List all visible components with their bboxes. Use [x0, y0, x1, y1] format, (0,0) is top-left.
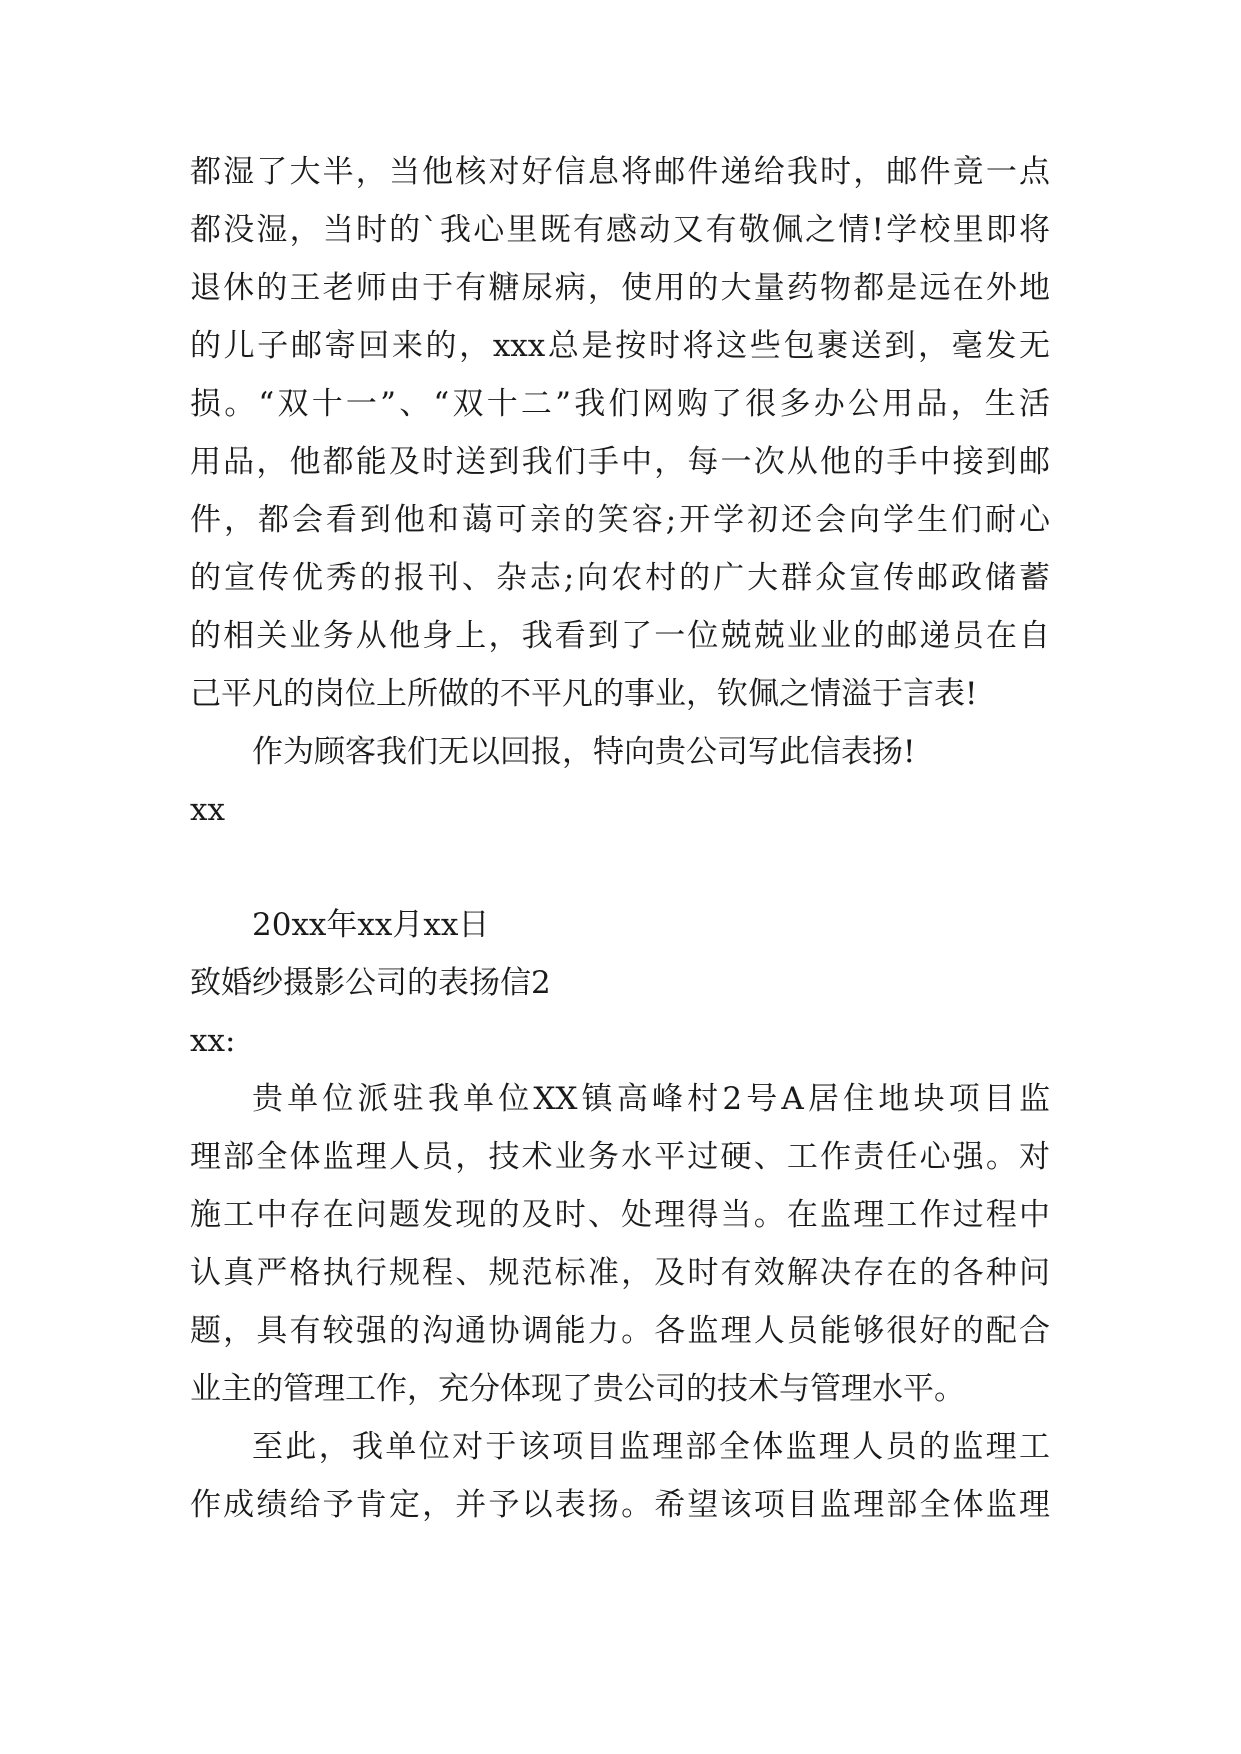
text-line: 至此，我单位对于该项目监理部全体监理人员的监理工 — [252, 1429, 1050, 1465]
text-line: 施工中存在问题发现的及时、处理得当。在监理工作过程中 — [190, 1197, 1050, 1233]
text-line: 业主的管理工作，充分体现了贵公司的技术与管理水平。 — [190, 1371, 965, 1407]
text-line: 题，具有较强的沟通协调能力。各监理人员能够很好的配合 — [190, 1313, 1050, 1349]
signature: xx — [190, 792, 225, 828]
text-line: 的宣传优秀的报刊、杂志;向农村的广大群众宣传邮政储蓄 — [190, 560, 1050, 596]
text-line: 己平凡的岗位上所做的不平凡的事业，钦佩之情溢于言表! — [190, 676, 978, 712]
letter-title: 致婚纱摄影公司的表扬信2 — [190, 965, 551, 1001]
text-line: 都湿了大半，当他核对好信息将邮件递给我时，邮件竟一点 — [190, 154, 1050, 190]
date: 20xx年xx月xx日 — [252, 907, 490, 943]
salutation: xx: — [190, 1023, 236, 1059]
text-line: 认真严格执行规程、规范标准，及时有效解决存在的各种问 — [190, 1255, 1050, 1291]
text-line: 作成绩给予肯定，并予以表扬。希望该项目监理部全体监理 — [190, 1487, 1050, 1523]
text-line: 用品，他都能及时送到我们手中，每一次从他的手中接到邮 — [190, 444, 1050, 480]
text-line: 损。“双十一”、“双十二”我们网购了很多办公用品，生活 — [190, 386, 1050, 422]
text-line: 贵单位派驻我单位XX镇高峰村2号A居住地块项目监 — [252, 1081, 1050, 1117]
paragraph-2: 作为顾客我们无以回报，特向贵公司写此信表扬! — [252, 734, 916, 770]
text-line: 退休的王老师由于有糖尿病，使用的大量药物都是远在外地 — [190, 270, 1050, 306]
text-line: 件，都会看到他和蔼可亲的笑容;开学初还会向学生们耐心 — [190, 502, 1050, 538]
text-line: 的相关业务从他身上，我看到了一位兢兢业业的邮递员在自 — [190, 618, 1050, 654]
text-line: 的儿子邮寄回来的，xxx总是按时将这些包裹送到，毫发无 — [190, 328, 1050, 364]
text-line: 都没湿，当时的`我心里既有感动又有敬佩之情!学校里即将 — [190, 212, 1050, 248]
text-line: 理部全体监理人员，技术业务水平过硬、工作责任心强。对 — [190, 1139, 1050, 1175]
